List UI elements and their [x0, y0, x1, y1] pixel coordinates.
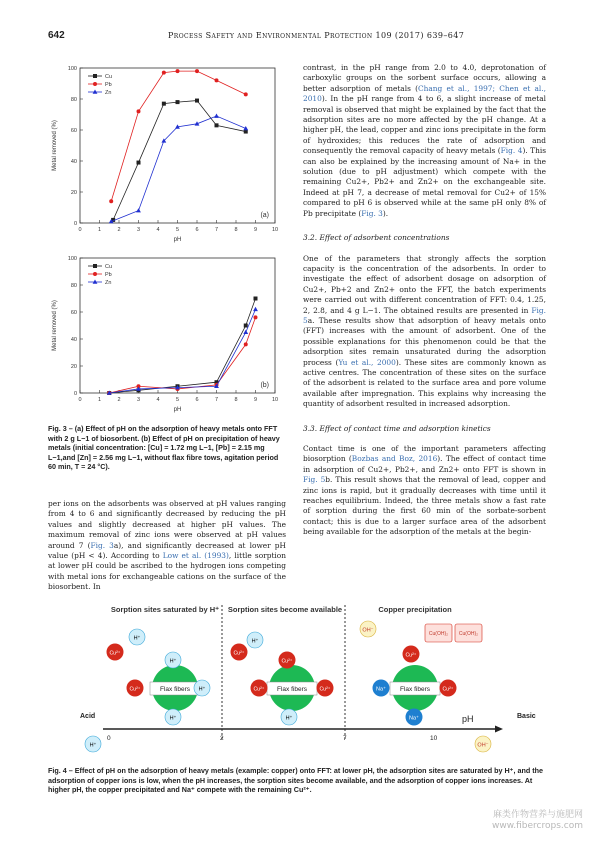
svg-text:H⁺: H⁺ — [251, 638, 259, 645]
svg-text:H⁺: H⁺ — [89, 742, 97, 749]
legend-marker — [93, 264, 97, 268]
left-column-text: per ions on the adsorbents was observed at pH values ranging from 4 to 6 and significantly decreased by reducing the pH values and slightly decreased at higher pH values. The maximum removal of zinc ions were observed at pH values around 7 (Fig. 3a), and significantly decreased at lower pH value (pH < 4). According to Low et al. (1993), little sorption at lower pH could be ascribed to the hydrogen ions competing with metal ions for exchangeable cations on the surface of the biosorbent. In — [48, 499, 286, 592]
svg-text:10: 10 — [430, 735, 438, 742]
data-point-zn — [214, 114, 219, 118]
section-3-2-heading: 3.2. Effect of adsorbent concentrations — [303, 233, 450, 243]
x-tick-label: 3 — [136, 227, 141, 233]
svg-text:Flax fibers: Flax fibers — [400, 686, 430, 693]
data-point-pb — [244, 92, 248, 96]
x-tick-label: 2 — [117, 227, 121, 233]
fig5-link[interactable]: Fig. 5 — [303, 305, 546, 325]
y-tick-label: 20 — [70, 364, 77, 370]
data-point-pb — [109, 199, 113, 203]
x-tick-label: 1 — [97, 397, 102, 403]
ph-label: pH — [462, 714, 474, 724]
series-line-cu — [113, 101, 246, 220]
x-tick-label: 3 — [136, 397, 141, 403]
svg-text:Cu²⁺: Cu²⁺ — [253, 686, 265, 693]
paragraph-ph-effect: contrast, in the pH range from 2.0 to 4.0, deprotonation of carboxylic groups on the sorbent surface occurs, allowing a better adsorption of metals (Chang et al., 1997; Chen et al., 2010). In the pH range from 4 to 6, a slight increase of metal removal is observed that might be explained by the fact that the adsorption sites are no more affected by the pH change. At a higher pH, the lead, copper and zinc ions precipitate in the form of hydroxides; this reduces the rate of adsorption and consequently the removal capacity of heavy metals (Fig. 4). This can also be explained by the increasing amount of Na+ in the solution (due to pH adjustment) which compete with the remaining Cu2+, Pb2+ and Zn2+ on the exchangeable site. Indeed at pH 7, a decrease of metal removal for Cu2+ of 15% compared to pH 6 is observed while at the same pH only 8% of Pb precipitate (Fig. 3). — [303, 63, 547, 218]
x-tick-label: 10 — [271, 397, 279, 403]
fig3-caption: Fig. 3 – (a) Effect of pH on the adsorption of heavy metals onto FFT with 2 g L−1 of biosorbent. (b) Effect of pH on precipitation of heavy metals (initial concentration: [Cu] = 1.72 mg L−1, [Pb] = 2.15 mg L−1,and [Zn] = 2.56 mg L−1, without flax fibre tows, agitation period 60 min, T = 24 °C). — [48, 424, 280, 472]
watermark: 麻类作物营养与施肥网 www.fibercrops.com — [492, 810, 583, 831]
y-tick-label: 80 — [70, 283, 77, 289]
legend-marker — [93, 272, 97, 276]
data-point-pb — [137, 109, 141, 113]
data-point-pb — [254, 315, 258, 319]
fig3-link[interactable]: Fig. 3 — [361, 208, 383, 218]
x-axis-label: pH — [173, 237, 182, 243]
svg-text:Na⁺: Na⁺ — [376, 686, 386, 693]
panel-label: (a) — [260, 212, 269, 219]
data-point-cu — [162, 102, 166, 106]
series-line-zn — [109, 309, 255, 393]
svg-text:Cu²⁺: Cu²⁺ — [109, 650, 121, 657]
svg-text:2: 2 — [220, 735, 224, 742]
data-point-cu — [195, 99, 199, 103]
legend-label-cu: Cu — [105, 74, 113, 80]
journal-title: Process Safety and Environmental Protection 109 (2017) 639–647 — [168, 31, 465, 40]
legend-label-pb: Pb — [105, 272, 112, 278]
y-tick-label: 20 — [70, 190, 77, 196]
y-tick-label: 100 — [67, 66, 77, 72]
x-tick-label: 5 — [175, 397, 180, 403]
svg-text:H⁺: H⁺ — [133, 635, 141, 642]
svg-text:7: 7 — [343, 735, 347, 742]
fig3-link[interactable]: Fig. 3 — [90, 540, 114, 550]
data-point-cu — [254, 297, 258, 301]
y-tick-label: 80 — [70, 97, 77, 103]
fig4-link[interactable]: Fig. 4 — [500, 146, 523, 156]
panel-neutral — [231, 632, 334, 725]
svg-text:H⁺: H⁺ — [169, 658, 177, 665]
fig4-caption: Fig. 4 – Effect of pH on the adsorption of heavy metals (example: copper) onto FFT: at lower pH, the adsorption sites are saturated by H⁺, and the adsorption of copper ions is low, when the pH increases, the sorption sites become available, and the adsorption of copper ions increases. At higher pH, the copper precipitated and Na⁺ compete with the remaining Cu²⁺. — [48, 766, 544, 795]
legend-label-zn: Zn — [105, 280, 112, 286]
paragraph-contact-time: Contact time is one of the important parameters affecting biosorption (Bozbas and Boz, 2016). The effect of contact time in adsorption of Cu2+, Pb2+, and Zn2+ onto FFT is shown in Fig. 5b. This result shows that the removal of lead, copper and zinc ions is rapid, but it gradually decreases with time until it reaches equilibrium. Indeed, the three metals show a fast rate of sorption during the first 60 min of the sorbate-sorbent contact; this is due to a larger surface area of the adsorbent being available for the adsorption of the metals at the begin- — [303, 444, 547, 537]
svg-text:Cu(OH)₂: Cu(OH)₂ — [458, 631, 479, 637]
ref-link[interactable]: Chang et al., 1997; Chen et al., 2010 — [303, 83, 546, 104]
running-header — [48, 30, 547, 44]
data-point-pb — [176, 69, 180, 73]
x-tick-label: 4 — [156, 397, 160, 403]
svg-text:0: 0 — [107, 735, 111, 742]
legend-label-zn: Zn — [105, 90, 112, 96]
y-axis-label: Metal removed (%) — [52, 300, 58, 351]
data-point-cu — [137, 161, 141, 165]
svg-text:Cu(OH)₂: Cu(OH)₂ — [428, 631, 449, 637]
y-tick-label: 60 — [70, 128, 77, 134]
y-axis-label: Metal removed (%) — [52, 120, 58, 171]
fig4-title-3: Copper precipitation — [378, 605, 452, 614]
data-point-zn — [243, 330, 248, 334]
flax-fibers-label: Flax fibers — [160, 686, 190, 693]
page-number: 642 — [48, 30, 65, 41]
fig4-title-1: Sorption sites saturated by H⁺ — [110, 605, 220, 614]
y-tick-label: 0 — [73, 391, 77, 397]
x-tick-label: 8 — [234, 227, 238, 233]
data-point-zn — [136, 208, 141, 212]
data-point-cu — [215, 123, 219, 127]
y-tick-label: 60 — [70, 310, 77, 316]
x-tick-label: 5 — [175, 227, 180, 233]
svg-text:Na⁺: Na⁺ — [409, 715, 419, 722]
paragraph-adsorbent-conc: One of the parameters that strongly affects the sorption capacity is the concentration of the adsorbents. In order to investigate the effect of adsorbent dosage on adsorption of Cu2+, Pb+2 and Zn2+ onto the FFT, the batch experiments were carried out with different concentration of FFT: 0.4, 1.25, 2, 2.8, and 4 g L−1. The obtained results are presented in Fig. 5a. These results show that adsorption of heavy metals onto (FFT) increases with the amount of adsorbent. One of the possible explanations for this phenomenon could be that the adsorption sites remain unsaturated during the adsorption process (Yu et al., 2000). These sites are commonly known as active centres. The concentration of these sites on the surface of the adsorbent is related to the surface area and pore volume available after impregnation. This explains why increasing the quantity of adsorbent resulted in increased adsorption. — [303, 253, 546, 409]
basic-label: Basic — [517, 713, 536, 720]
svg-text:OH⁻: OH⁻ — [362, 627, 374, 634]
x-tick-label: 9 — [253, 397, 258, 403]
svg-text:Cu²⁺: Cu²⁺ — [319, 686, 331, 693]
data-point-cu — [244, 324, 248, 328]
svg-text:H⁺: H⁺ — [285, 715, 293, 722]
section-3-3-heading: 3.3. Effect of contact time and adsorption kinetics — [303, 423, 491, 433]
y-tick-label: 0 — [73, 221, 77, 227]
x-tick-label: 10 — [271, 227, 279, 233]
legend-marker — [93, 82, 97, 86]
right-column-text — [303, 63, 546, 538]
x-tick-label: 1 — [97, 227, 102, 233]
data-point-zn — [253, 307, 258, 311]
panel-acid — [107, 629, 211, 725]
x-tick-label: 0 — [78, 227, 82, 233]
x-tick-label: 6 — [195, 227, 199, 233]
y-tick-label: 40 — [70, 337, 77, 343]
svg-text:Cu²⁺: Cu²⁺ — [281, 658, 293, 665]
y-tick-label: 100 — [67, 256, 77, 262]
x-tick-label: 9 — [253, 227, 258, 233]
data-point-pb — [162, 71, 166, 75]
svg-text:H⁺: H⁺ — [198, 686, 206, 693]
x-tick-label: 8 — [234, 397, 238, 403]
acid-label: Acid — [80, 713, 96, 720]
yu-2000-link[interactable]: Yu et al., 2000 — [338, 357, 396, 367]
bozbas-2016-link[interactable]: Bozbas and Boz, 2016 — [351, 454, 438, 464]
x-tick-label: 7 — [214, 397, 219, 403]
y-tick-label: 40 — [70, 159, 77, 165]
panel-label: (b) — [260, 382, 269, 389]
chart-panel-b — [48, 250, 283, 415]
series-line-pb — [111, 71, 246, 201]
legend-label-pb: Pb — [105, 82, 112, 88]
low-1993-link[interactable]: Low et al. (1993) — [162, 551, 229, 561]
data-point-pb — [195, 69, 199, 73]
fig4-title-2: Sorption sites become available — [227, 605, 343, 614]
svg-text:Cu²⁺: Cu²⁺ — [233, 650, 245, 657]
x-tick-label: 2 — [117, 397, 121, 403]
svg-text:Cu²⁺: Cu²⁺ — [129, 686, 141, 693]
series-line-cu — [109, 299, 255, 394]
svg-text:Cu²⁺: Cu²⁺ — [442, 686, 454, 693]
data-point-cu — [176, 100, 180, 104]
x-tick-label: 0 — [78, 397, 82, 403]
x-axis-label: pH — [173, 407, 182, 413]
x-tick-label: 6 — [195, 397, 199, 403]
fig4-schematic — [55, 600, 547, 757]
svg-text:H⁺: H⁺ — [169, 715, 177, 722]
x-tick-label: 7 — [214, 227, 219, 233]
svg-text:Flax fibers: Flax fibers — [277, 686, 307, 693]
legend-label-cu: Cu — [105, 264, 113, 270]
x-tick-label: 4 — [156, 227, 160, 233]
data-point-pb — [244, 342, 248, 346]
data-point-pb — [215, 78, 219, 82]
fig5-link[interactable]: Fig. 5 — [303, 475, 326, 485]
svg-text:OH⁻: OH⁻ — [477, 742, 489, 749]
series-line-zn — [111, 116, 246, 221]
panel-basic — [360, 621, 482, 726]
chart-panel-a — [48, 60, 283, 245]
legend-marker — [93, 74, 97, 78]
svg-text:Cu²⁺: Cu²⁺ — [405, 652, 417, 659]
